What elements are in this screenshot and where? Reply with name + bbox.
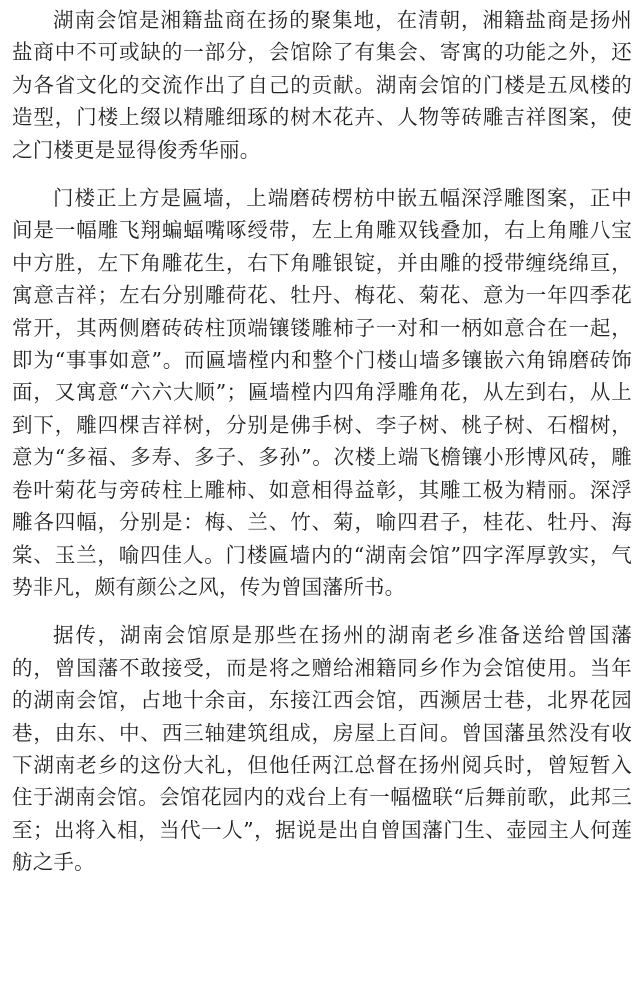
paragraph-1: 湖南会馆是湘籍盐商在扬的聚集地，在清朝，湘籍盐商是扬州盐商中不可或缺的一部分，会馆除了有集会、寄寓的功能之外，还为各省文化的交流作出了自己的贡献。湖南会馆的门楼是五凤楼的造型，门楼上缀以精雕细琢的树木花卉、人物等砖雕吉祥图案，使之门楼更是显得俊秀华丽。	[12, 8, 632, 162]
paragraph-2: 门楼正上方是匾墙，上端磨砖楞枋中嵌五幅深浮雕图案，正中间是一幅雕飞翔蝙蝠嘴啄绶带，左上角雕双钱叠加，右上角雕八宝中方胜，左下角雕花生，右下角雕银锭，并由雕的授带缠绕绵亘，寓意吉祥；左右分别雕荷花、牡丹、梅花、菊花、意为一年四季花常开，其两侧磨砖砖柱顶端镶镂雕柿子一对和一柄如意合在一起，即为“事事如意”。而匾墙樘内和整个门楼山墙多镶嵌六角锦磨砖饰面，又寓意“六六大顺”；匾墙樘内四角浮雕角花，从左到右，从上到下，雕四棵吉祥树，分别是佛手树、李子树、桃子树、石榴树，意为“多福、多寿、多子、多孙”。次楼上端飞檐镶小形博风砖，雕卷叶菊花与旁砖柱上雕柿、如意相得益彰，其雕工极为精丽。深浮雕各四幅，分别是：梅、兰、竹、菊，喻四君子，桂花、牡丹、海棠、玉兰，喻四佳人。门楼匾墙内的“湖南会馆”四字浑厚敦实，气势非凡，颇有颜公之风，传为曾国藩所书。	[12, 186, 632, 599]
paragraph-3: 据传，湖南会馆原是那些在扬州的湖南老乡准备送给曾国藩的，曾国藩不敢接受，而是将之赠给湘籍同乡作为会馆使用。当年的湖南会馆，占地十余亩，东接江西会馆，西濒居士巷，北界花园巷，由东、中、西三轴建筑组成，房屋上百间。曾国藩虽然没有收下湖南老乡的这份大礼，但他任两江总督在扬州阅兵时，曾短暂入住于湖南会馆。会馆花园内的戏台上有一幅楹联“后舞前歌，此邦三至；出将入相，当代一人”，据说是出自曾国藩门生、壶园主人何莲舫之手。	[12, 623, 632, 875]
